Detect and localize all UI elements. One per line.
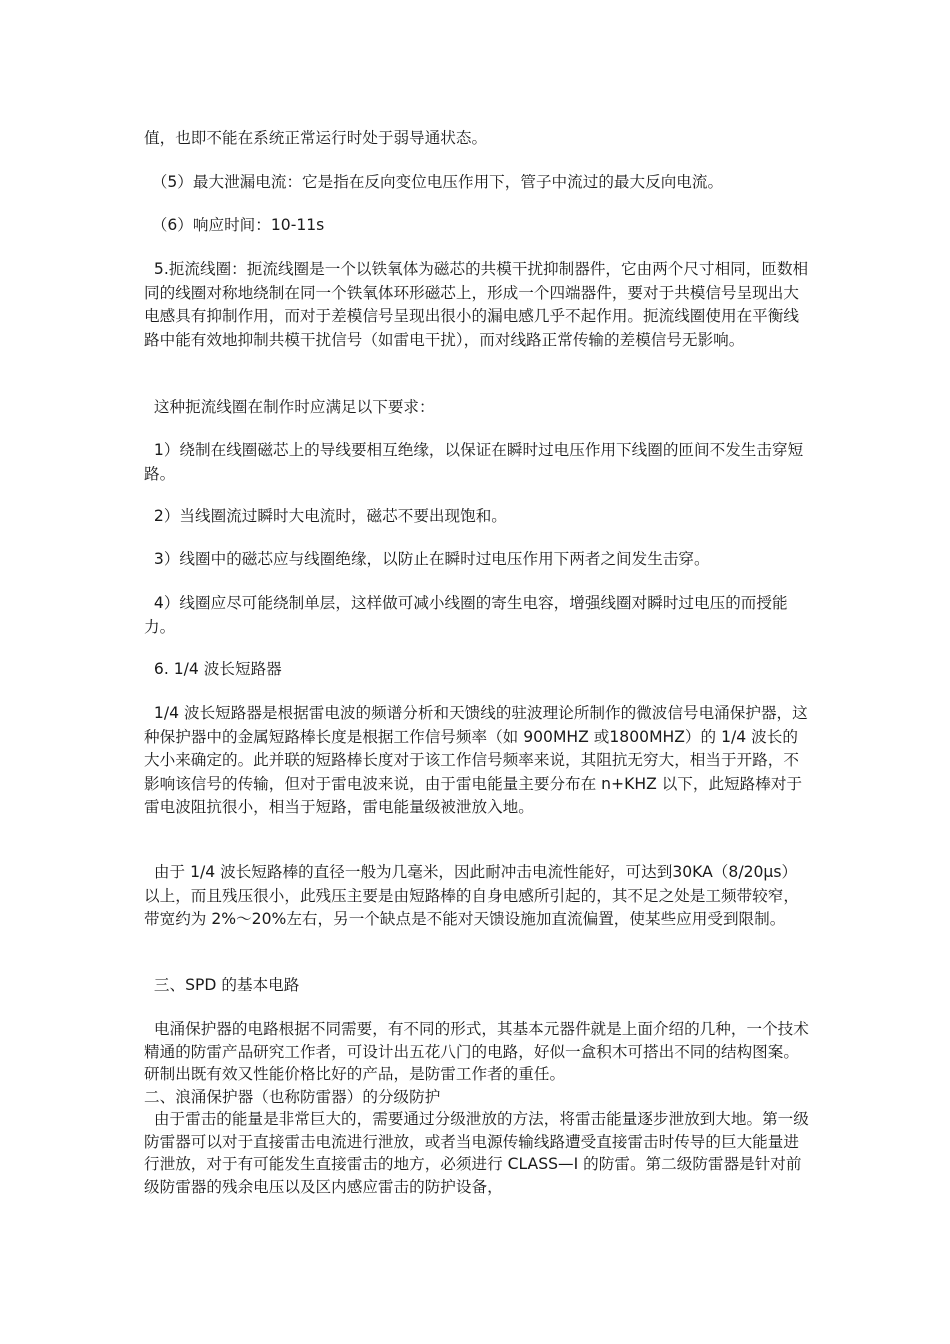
paragraph: 1/4 波长短路器是根据雷电波的频谱分析和天馈线的驻波理论所制作的微波信号电涌保护器，这种保护器中的金属短路棒长度是根据工作信号频率（如 900MHZ 或1800MHZ）的 1/4 波长的大小来确定的。此并联的短路棒长度对于该工作信号频率来说，其阻抗无穷大，相当于开路，不影响该信号的传输，但对于雷电波来说，由于雷电能量主要分布在 n+KHZ 以下，此短路棒对于雷电波阻抗很小，相当于短路，雷电能量级被泄放入地。: [144, 704, 808, 816]
paragraph: 由于 1/4 波长短路棒的直径一般为几毫米，因此耐冲击电流性能好，可达到30KA（8/20μs）以上，而且残压很小，此残压主要是由短路棒的自身电感所引起的，其不足之处是工频带较窄，带宽约为 2%～20%左右，另一个缺点是不能对天馈设施加直流偏置，使某些应用受到限制。: [144, 863, 799, 928]
paragraph: 这种扼流线圈在制作时应满足以下要求：: [144, 398, 435, 416]
section-heading: 三、SPD 的基本电路: [144, 976, 300, 994]
paragraph: 3）线圈中的磁芯应与线圈绝缘，以防止在瞬时过电压作用下两者之间发生击穿。: [144, 550, 710, 568]
paragraph: 1）绕制在线圈磁芯上的导线要相互绝缘，以保证在瞬时过电压作用下线圈的匝间不发生击穿短路。: [144, 441, 804, 483]
paragraph: 值，也即不能在系统正常运行时处于弱导通状态。: [144, 129, 488, 147]
paragraph: 2）当线圈流过瞬时大电流时，磁芯不要出现饱和。: [144, 507, 507, 525]
paragraph: 5.扼流线圈：扼流线圈是一个以铁氧体为磁芯的共模干扰抑制器件，它由两个尺寸相同，匝数相同的线圈对称地绕制在同一个铁氧体环形磁芯上，形成一个四端器件，要对于共模信号呈现出大电感具有抑制作用，而对于差模信号呈现出很小的漏电感几乎不起作用。扼流线圈使用在平衡线路中能有效地抑制共模干扰信号（如雷电干扰），而对线路正常传输的差模信号无影响。: [144, 260, 809, 349]
section-heading: 6. 1/4 波长短路器: [144, 660, 282, 678]
paragraph: 电涌保护器的电路根据不同需要，有不同的形式，其基本元器件就是上面介绍的几种，一个技术精通的防雷产品研究工作者，可设计出五花八门的电路，好似一盒积木可搭出不同的结构图案。研制出既有效又性能价格比好的产品，是防雷工作者的重任。 二、浪涌保护器（也称防雷器）的分级防护 由于雷击的能量是非常巨大的，需要通过分级泄放的方法，将雷击能量逐步泄放到大地。第一级防雷器可以对于直接雷击电流进行泄放，或者当电源传输线路遭受直接雷击时传导的巨大能量进行泄放，对于有可能发生直接雷击的地方，必须进行 CLASS—I 的防雷。第二级防雷器是针对前级防雷器的残余电压以及区内感应雷击的防护设备，: [144, 1020, 809, 1196]
paragraph: 4）线圈应尽可能绕制单层，这样做可减小线圈的寄生电容，增强线圈对瞬时过电压的而授能力。: [144, 594, 788, 636]
paragraph: （6）响应时间：10-11s: [144, 216, 325, 234]
paragraph: （5）最大泄漏电流：它是指在反向变位电压作用下，管子中流过的最大反向电流。: [144, 173, 724, 191]
